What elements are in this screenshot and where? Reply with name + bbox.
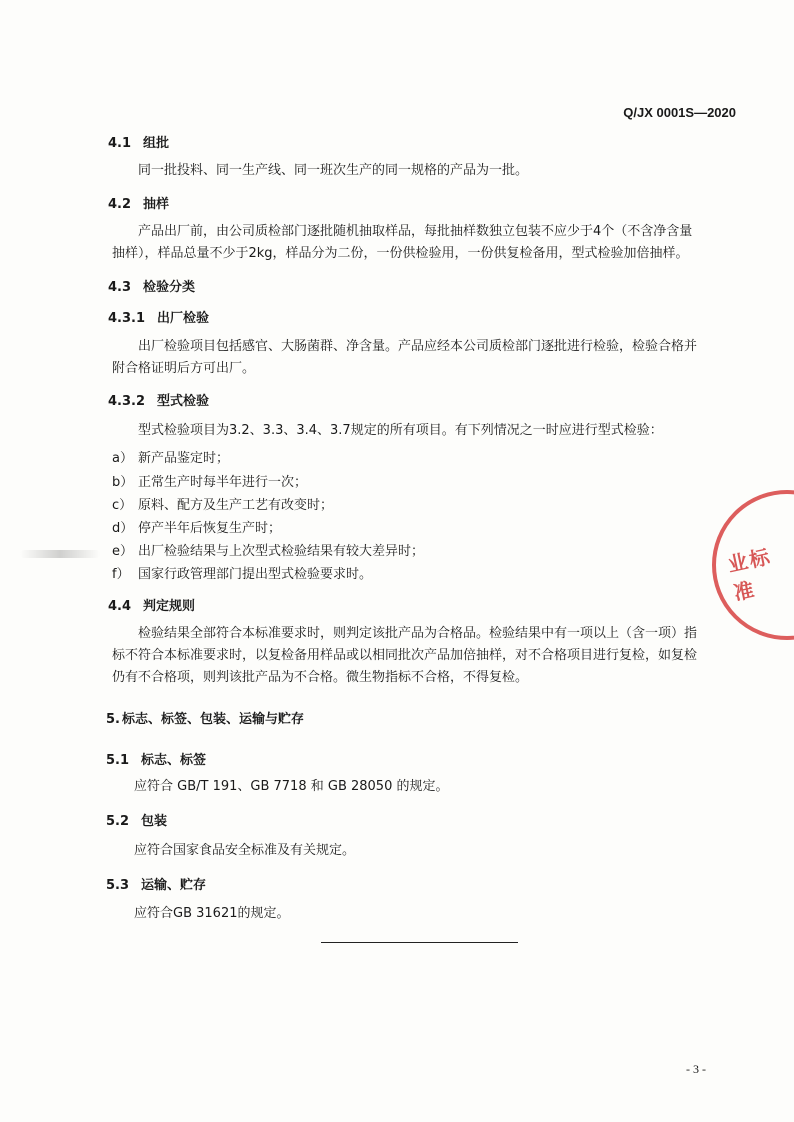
heading-5-3 (106, 874, 206, 893)
heading-number: 4.3.1 (108, 311, 146, 326)
paragraph-line: 标不符合本标准要求时，以复检备用样品或以相同批次产品加倍抽样，对不合格项目进行复检，如复检 (112, 648, 698, 663)
heading-number: 4.1 (108, 136, 132, 151)
paragraph-line: 检验结果全部符合本标准要求时，则判定该批产品为合格品。检验结果中有一项以上（含一项）指 (138, 626, 698, 641)
heading-number: 4.3.2 (108, 394, 146, 409)
list-text: 新产品鉴定时； (138, 451, 230, 466)
paragraph-5-1: 应符合 GB/T 191、GB 7718 和 GB 28050 的规定。 (134, 779, 449, 794)
list-marker: d） (112, 521, 134, 536)
heading-title: 标志、标签、包装、运输与贮存 (121, 712, 304, 727)
heading-title: 型式检验 (157, 394, 210, 409)
heading-title: 组批 (143, 136, 170, 151)
stamp-text: 业标准 (725, 544, 774, 606)
heading-number: 4.4 (108, 599, 132, 614)
paragraph-line: 抽样），样品总量不少于2kg，样品分为二份，一份供检验用，一份供复检备用，型式检验加倍抽样。 (112, 246, 689, 261)
paragraph-line: 仍有不合格项，则判该批产品为不合格。微生物指标不合格，不得复检。 (112, 670, 529, 685)
paragraph-4-4 (112, 623, 736, 689)
list-item (112, 447, 229, 466)
end-of-document-rule (321, 942, 518, 943)
paragraph-5-2: 应符合国家食品安全标准及有关规定。 (134, 843, 356, 858)
document-code: Q/JX 0001S—2020 (623, 105, 736, 120)
page-number: - 3 - (686, 1062, 706, 1076)
heading-4-3-2 (108, 390, 209, 409)
heading-4-3-1 (108, 307, 209, 326)
red-seal-stamp (712, 490, 794, 640)
paragraph-4-2 (112, 221, 736, 265)
list-item (112, 517, 281, 536)
heading-title: 判定规则 (143, 599, 196, 614)
heading-4-4 (108, 595, 195, 614)
list-text: 出厂检验结果与上次型式检验结果有较大差异时； (138, 544, 425, 559)
heading-number: 5.1 (106, 753, 130, 768)
heading-number: 5.3 (106, 878, 130, 893)
heading-title: 抽样 (143, 197, 170, 212)
paragraph-4-3-2-intro: 型式检验项目为3.2、3.3、3.4、3.7规定的所有项目。有下列情况之一时应进行型式检验： (138, 423, 663, 438)
list-item (112, 494, 333, 513)
paragraph-4-1: 同一批投料、同一生产线、同一班次生产的同一规格的产品为一批。 (138, 163, 529, 178)
paragraph-line: 附合格证明后方可出厂。 (112, 361, 256, 376)
heading-5-1 (106, 749, 206, 768)
heading-4-1 (108, 132, 169, 151)
list-marker: a） (112, 451, 133, 466)
list-text: 原料、配方及生产工艺有改变时； (138, 498, 334, 513)
paragraph-4-3-1 (112, 336, 736, 380)
list-marker: f） (112, 567, 130, 582)
heading-title: 标志、标签 (141, 753, 207, 768)
heading-title: 包装 (141, 814, 168, 829)
paragraph-line: 出厂检验项目包括感官、大肠菌群、净含量。产品应经本公司质检部门逐批进行检验，检验合格并 (138, 339, 698, 354)
heading-5-2 (106, 810, 167, 829)
list-text: 停产半年后恢复生产时； (138, 521, 282, 536)
list-marker: b） (112, 475, 134, 490)
list-item (112, 540, 424, 559)
heading-title: 运输、贮存 (141, 878, 207, 893)
scan-smudge (20, 550, 100, 558)
list-marker: c） (112, 498, 133, 513)
list-item (112, 471, 307, 490)
list-item (112, 563, 372, 582)
heading-number: 5.2 (106, 814, 130, 829)
list-marker: e） (112, 544, 133, 559)
heading-5 (106, 708, 304, 727)
paragraph-5-3: 应符合GB 31621的规定。 (134, 906, 290, 921)
list-text: 正常生产时每半年进行一次； (138, 475, 308, 490)
heading-number: 4.3 (108, 280, 132, 295)
paragraph-line: 产品出厂前，由公司质检部门逐批随机抽取样品，每批抽样数独立包装不应少于4个（不含净含量 (138, 224, 693, 239)
heading-4-3 (108, 276, 195, 295)
heading-title: 检验分类 (143, 280, 196, 295)
heading-4-2 (108, 193, 169, 212)
heading-number: 5. (106, 712, 120, 727)
heading-title: 出厂检验 (157, 311, 210, 326)
heading-number: 4.2 (108, 197, 132, 212)
list-text: 国家行政管理部门提出型式检验要求时。 (138, 567, 373, 582)
